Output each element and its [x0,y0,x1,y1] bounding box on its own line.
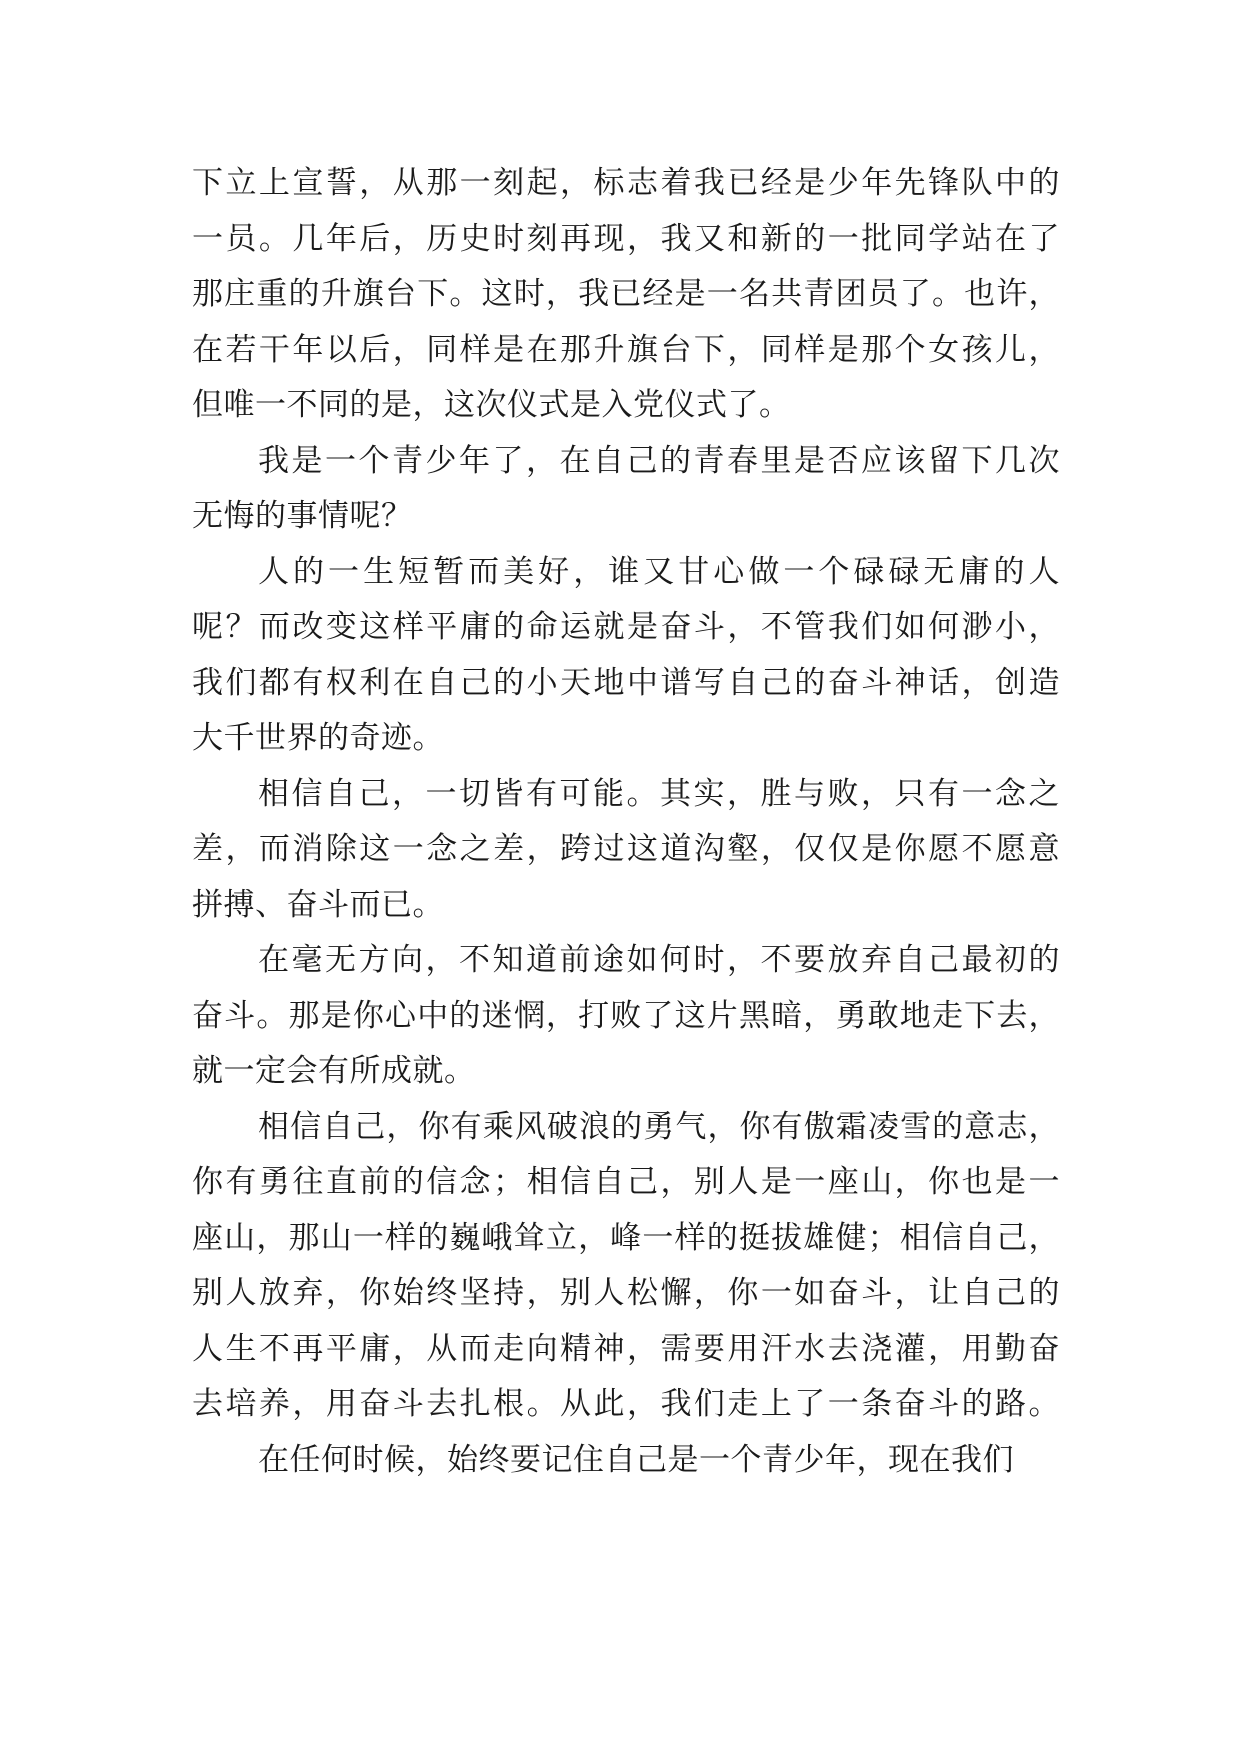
text-line: 奋斗。那是你心中的迷惘，打败了这片黑暗，勇敢地走下去， [192,997,1060,1034]
text-line: 拼搏、奋斗而已。 [192,886,444,923]
text-line: 我们都有权利在自己的小天地中谱写自己的奋斗神话，创造 [192,664,1060,701]
text-line: 你有勇往直前的信念；相信自己，别人是一座山，你也是一 [192,1164,1060,1200]
text-line: 下立上宣誓，从那一刻起，标志着我已经是少年先锋队中的 [192,165,1060,201]
paragraph-first-line: 相信自己，一切皆有可能。其实，胜与败，只有一念之 [258,775,1060,812]
text-line: 呢？而改变这样平庸的命运就是奋斗，不管我们如何渺小， [192,609,1060,645]
body-text [192,156,1060,1488]
paragraph-first-line: 相信自己，你有乘风破浪的勇气，你有傲霜凌雪的意志， [258,1108,1060,1145]
paragraph-first-line: 在毫无方向，不知道前途如何时，不要放弃自己最初的 [258,942,1060,978]
text-line: 差，而消除这一念之差，跨过这道沟壑，仅仅是你愿不愿意 [192,831,1060,867]
text-line: 无悔的事情呢？ [192,498,413,534]
text-line: 但唯一不同的是，这次仪式是入党仪式了。 [192,387,791,423]
text-line: 人生不再平庸，从而走向精神，需要用汗水去浇灌，用勤奋 [192,1330,1060,1367]
text-line: 在若干年以后，同样是在那升旗台下，同样是那个女孩儿， [192,331,1060,368]
text-line: 大千世界的奇迹。 [192,720,444,756]
text-line: 就一定会有所成就。 [192,1053,476,1089]
paragraph-first-line: 在任何时候，始终要记住自己是一个青少年，现在我们 [258,1441,1014,1478]
paragraph-first-line: 人的一生短暂而美好，谁又甘心做一个碌碌无庸的人 [258,553,1060,590]
text-line: 去培养，用奋斗去扎根。从此，我们走上了一条奋斗的路。 [192,1386,1060,1422]
text-line: 一员。几年后，历史时刻再现，我又和新的一批同学站在了 [192,220,1060,257]
paragraph-first-line: 我是一个青少年了，在自己的青春里是否应该留下几次 [258,442,1060,479]
text-line: 别人放弃，你始终坚持，别人松懈，你一如奋斗，让自己的 [192,1275,1060,1311]
text-line: 座山，那山一样的巍峨耸立，峰一样的挺拔雄健；相信自己， [192,1219,1060,1256]
text-line: 那庄重的升旗台下。这时，我已经是一名共青团员了。也许， [192,276,1060,312]
